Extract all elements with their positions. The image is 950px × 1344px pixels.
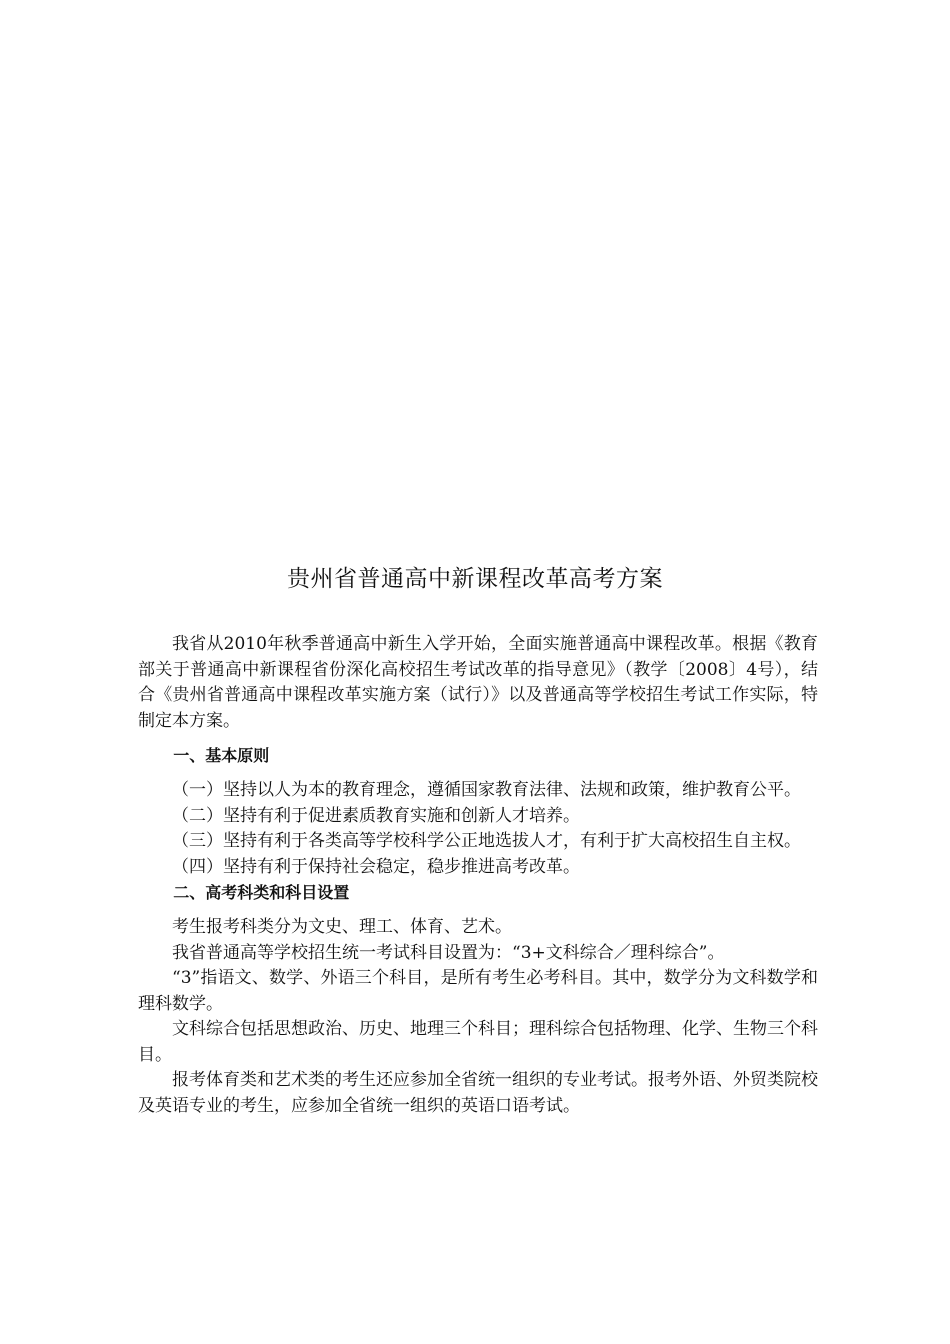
section-heading-subjects: 二、高考科类和科目设置 [173,883,350,902]
principle-item-3: （三）坚持有利于各类高等学校科学公正地选拔人才，有利于扩大高校招生自主权。 [172,831,801,851]
document-body [138,632,818,1119]
principle-item-1: （一）坚持以人为本的教育理念，遵循国家教育法律、法规和政策，维护教育公平。 [172,780,801,800]
intro-paragraph: 我省从2010年秋季普通高中新生入学开始，全面实施普通高中课程改革。根据《教育部关于普通高中新课程省份深化高校招生考试改革的指导意见》（教学〔2008〕4号），结合《贵州省普通高中课程改革实施方案（试行）》以及普通高等学校招生考试工作实际，特制定本方案。 [138,634,818,731]
subjects-paragraph-5: 报考体育类和艺术类的考生还应参加全省统一组织的专业考试。报考外语、外贸类院校及英语专业的考生，应参加全省统一组织的英语口语考试。 [138,1070,818,1116]
section-heading-principles: 一、基本原则 [173,746,270,765]
subjects-paragraph-3: “3”指语文、数学、外语三个科目，是所有考生必考科目。其中，数学分为文科数学和理科数学。 [138,968,818,1014]
subjects-paragraph-1: 考生报考科类分为文史、理工、体育、艺术。 [172,917,512,937]
principle-item-4: （四）坚持有利于保持社会稳定，稳步推进高考改革。 [172,856,580,877]
subjects-paragraph-4: 文科综合包括思想政治、历史、地理三个科目；理科综合包括物理、化学、生物三个科目。 [138,1019,818,1065]
subjects-paragraph-2: 我省普通高等学校招生统一考试科目设置为：“3+文科综合／理科综合”。 [172,942,725,963]
principle-item-2: （二）坚持有利于促进素质教育实施和创新人才培养。 [172,805,580,826]
document-title: 贵州省普通高中新课程改革高考方案 [287,566,663,592]
